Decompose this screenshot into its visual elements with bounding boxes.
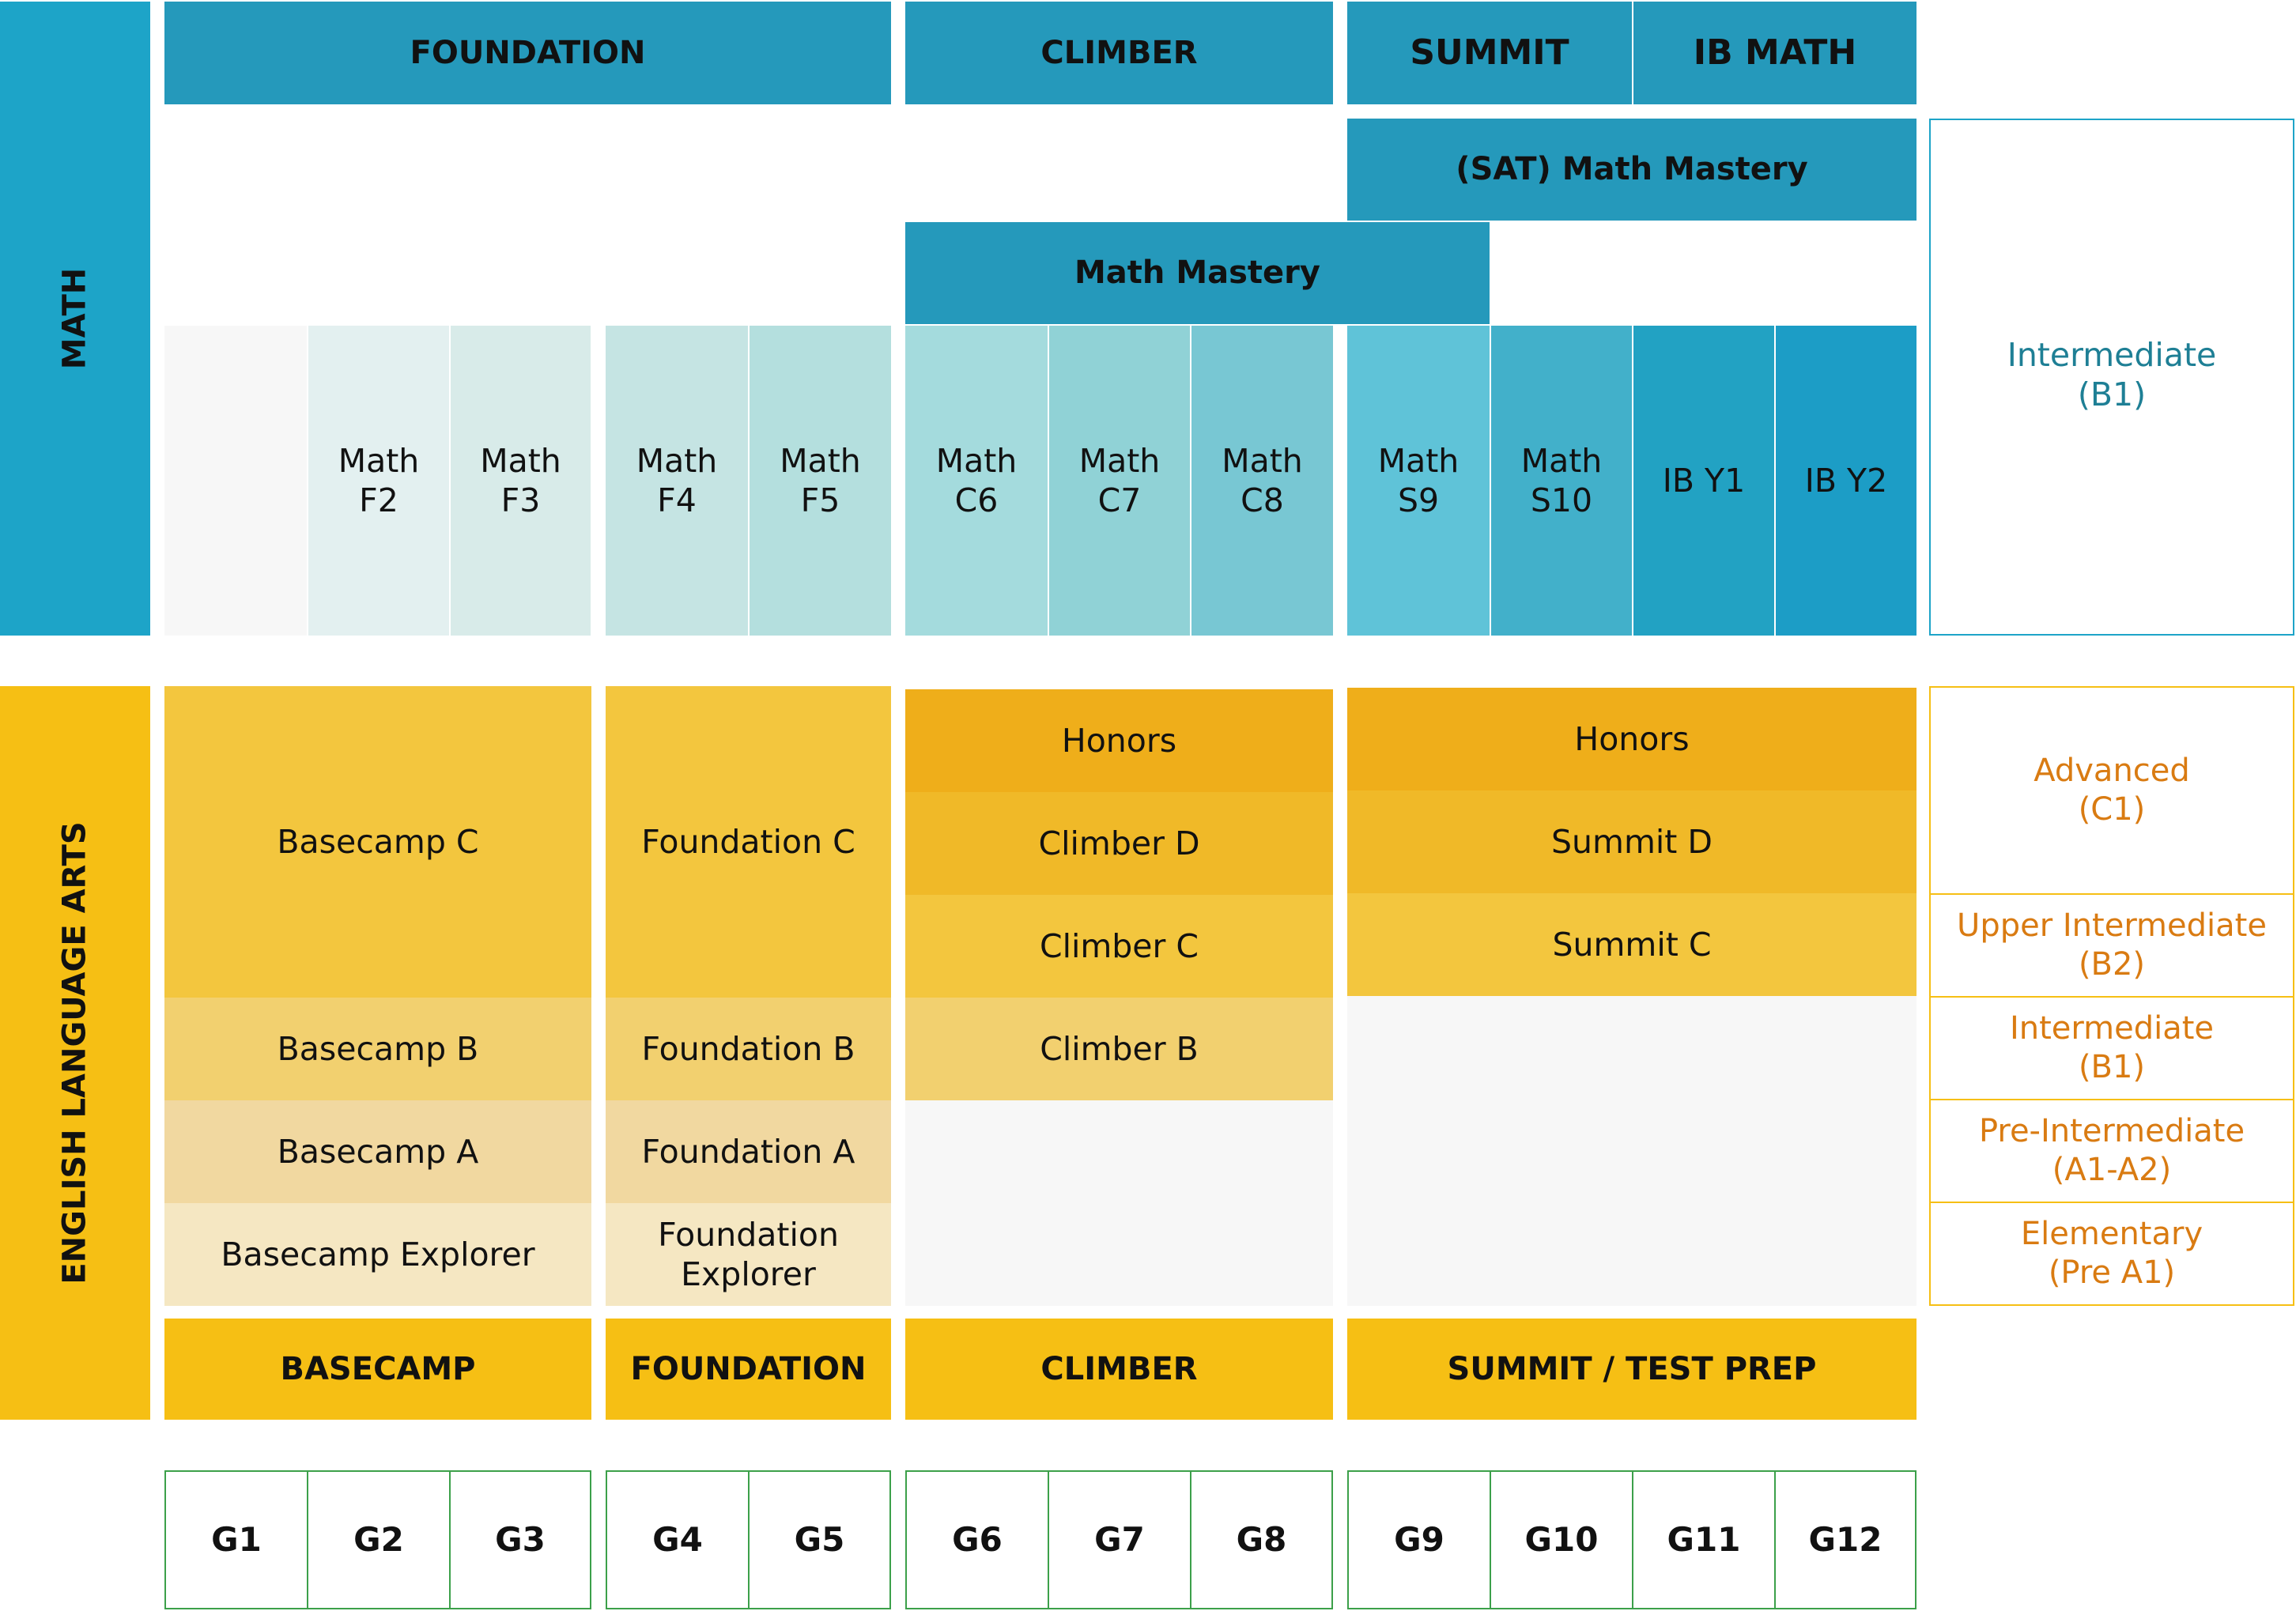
math-course-f2: Math F2 (308, 326, 449, 636)
sat-math-mastery-bar: (SAT) Math Mastery (1347, 119, 1916, 221)
ela-level-pre-intermediate: Pre-Intermediate (A1-A2) (1929, 1099, 2294, 1203)
ela-side-bar (0, 686, 150, 1420)
ela-summit-honors: Honors (1347, 688, 1916, 790)
ela-level-advanced: Advanced (C1) (1929, 686, 2294, 895)
ela-level-intermediate: Intermediate (B1) (1929, 996, 2294, 1100)
ela-foundation-explorer: Foundation Explorer (606, 1203, 891, 1306)
ela-climber-d: Climber D (905, 792, 1333, 895)
ela-level-upper-intermediate: Upper Intermediate (B2) (1929, 893, 2294, 998)
ela-basecamp-b: Basecamp B (164, 998, 591, 1100)
math-course-ib-y1: IB Y1 (1633, 326, 1774, 636)
math-header-climber: CLIMBER (905, 2, 1333, 104)
ela-basecamp-c: Basecamp C (164, 686, 591, 998)
ela-climber-c: Climber C (905, 895, 1333, 998)
math-level-box (1929, 119, 2294, 636)
ela-climber-empty (905, 1100, 1333, 1306)
ela-footer-foundation: FOUNDATION (606, 1319, 891, 1420)
math-header-foundation: FOUNDATION (164, 2, 891, 104)
grade-g2: G2 (307, 1470, 451, 1609)
ela-foundation-a: Foundation A (606, 1100, 891, 1203)
grade-g12: G12 (1774, 1470, 1916, 1609)
ela-footer-summit: SUMMIT / TEST PREP (1347, 1319, 1916, 1420)
grade-g6: G6 (905, 1470, 1049, 1609)
ela-basecamp-explorer: Basecamp Explorer (164, 1203, 591, 1306)
ela-climber-b: Climber B (905, 998, 1333, 1100)
math-level-label: Intermediate (B1) (2007, 336, 2217, 414)
math-side-bar (0, 2, 150, 636)
math-course-c8: Math C8 (1191, 326, 1333, 636)
math-side-label: MATH (56, 267, 93, 370)
math-course-ib-y2: IB Y2 (1776, 326, 1916, 636)
math-header-summit: SUMMIT (1347, 2, 1632, 104)
math-course-s10: Math S10 (1491, 326, 1632, 636)
grade-g11: G11 (1632, 1470, 1776, 1609)
ela-summit-c: Summit C (1347, 893, 1916, 996)
ela-level-elementary: Elementary (Pre A1) (1929, 1202, 2294, 1306)
math-course-f4: Math F4 (606, 326, 748, 636)
math-course-c7: Math C7 (1049, 326, 1190, 636)
math-course-c6: Math C6 (905, 326, 1048, 636)
grade-g3: G3 (449, 1470, 591, 1609)
grade-g10: G10 (1490, 1470, 1633, 1609)
math-header-ib-math: IB MATH (1633, 2, 1916, 104)
grade-g7: G7 (1048, 1470, 1191, 1609)
math-course-s9: Math S9 (1347, 326, 1490, 636)
ela-summit-d: Summit D (1347, 790, 1916, 893)
math-mastery-bar: Math Mastery (905, 222, 1490, 324)
math-course-empty (164, 326, 307, 636)
grade-g5: G5 (748, 1470, 891, 1609)
ela-foundation-c: Foundation C (606, 686, 891, 998)
math-course-f3: Math F3 (451, 326, 591, 636)
ela-side-label: ENGLISH LANGUAGE ARTS (56, 821, 93, 1285)
ela-footer-basecamp: BASECAMP (164, 1319, 591, 1420)
ela-summit-empty (1347, 996, 1916, 1306)
ela-foundation-b: Foundation B (606, 998, 891, 1100)
grade-g4: G4 (606, 1470, 750, 1609)
ela-footer-climber: CLIMBER (905, 1319, 1333, 1420)
grade-g8: G8 (1190, 1470, 1333, 1609)
ela-climber-honors: Honors (905, 689, 1333, 792)
ela-basecamp-a: Basecamp A (164, 1100, 591, 1203)
grade-g9: G9 (1347, 1470, 1491, 1609)
math-course-f5: Math F5 (750, 326, 891, 636)
grade-g1: G1 (164, 1470, 308, 1609)
